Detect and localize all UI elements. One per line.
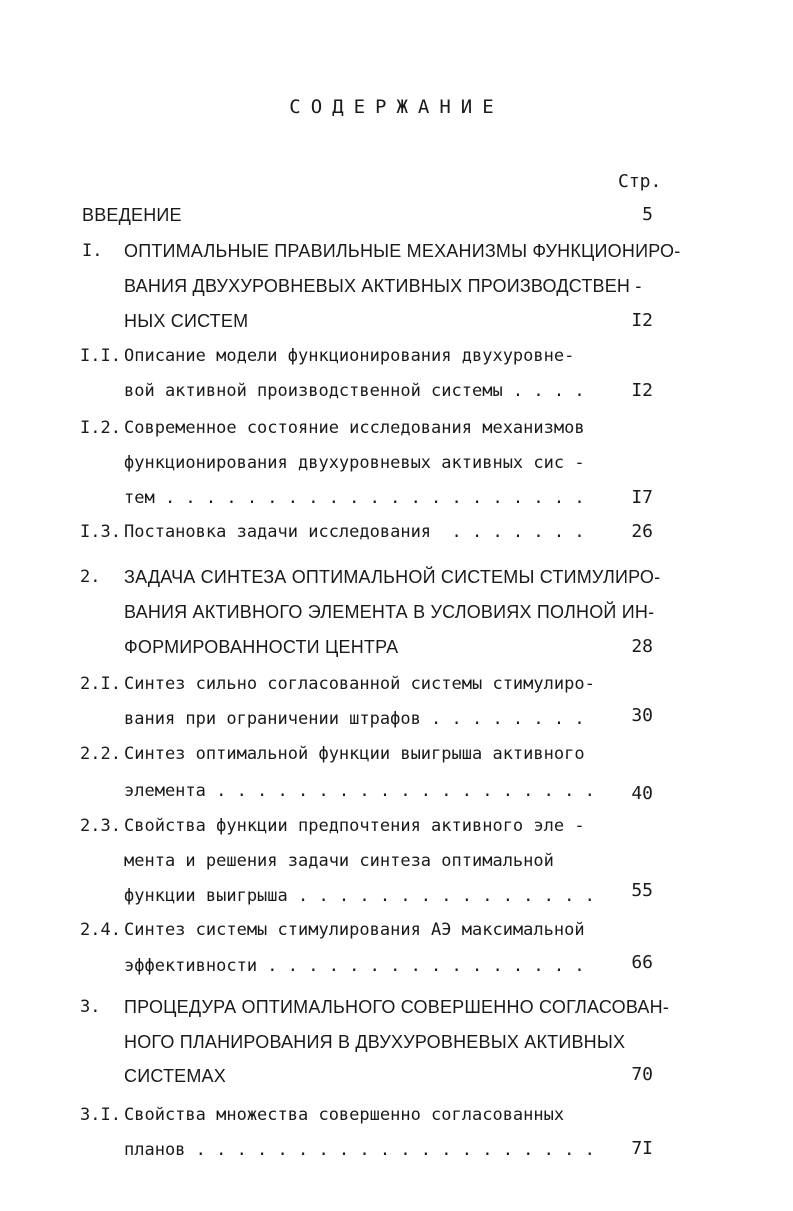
toc-entry-page: 7I xyxy=(631,1138,653,1159)
toc-entry-line: Синтез сильно согласованной системы стимулиро- xyxy=(124,674,595,694)
toc-entry-line: ПРОЦЕДУРА ОПТИМАЛЬНОГО СОВЕРШЕННО СОГЛАСОВАН- xyxy=(124,997,670,1017)
toc-entry-line: ОПТИМАЛЬНЫЕ ПРАВИЛЬНЫЕ МЕХАНИЗМЫ ФУНКЦИОНИРО- xyxy=(124,241,681,261)
toc-entry-page: 5 xyxy=(642,204,653,225)
toc-entry-line: функционирования двухуровневых активных сис - xyxy=(124,453,585,473)
toc-entry-line: Постановка задачи исследования . . . . . . . xyxy=(124,522,585,542)
toc-entry-line: ФОРМИРОВАННОСТИ ЦЕНТРА xyxy=(124,637,399,657)
toc-entry-line: НОГО ПЛАНИРОВАНИЯ В ДВУХУРОВНЕВЫХ АКТИВНЫХ xyxy=(124,1032,626,1052)
toc-entry-line: вания при ограничении штрафов . . . . . . . . xyxy=(124,709,585,729)
toc-entry-line: ЗАДАЧА СИНТЕЗА ОПТИМАЛЬНОЙ СИСТЕМЫ СТИМУЛИРО- xyxy=(124,567,661,587)
toc-entry-number: I.I. xyxy=(80,346,121,366)
toc-entry-number: 2.2. xyxy=(80,744,121,764)
toc-entry-line: эффективности . . . . . . . . . . . . . . . . xyxy=(124,956,585,976)
toc-entry-line: НЫХ СИСТЕМ xyxy=(124,311,249,331)
toc-entry-number: 3.I. xyxy=(80,1105,121,1125)
toc-entry-page: I2 xyxy=(631,380,653,401)
toc-entry-line: вой активной производственной системы . . . . xyxy=(124,381,585,401)
toc-entry-page: 28 xyxy=(631,636,653,657)
toc-entry-number: 2.4. xyxy=(80,920,121,940)
toc-entry-number: I. xyxy=(82,241,103,261)
toc-entry-line: тем . . . . . . . . . . . . . . . . . . . . . xyxy=(124,488,585,508)
toc-entry-line: функции выигрыша . . . . . . . . . . . . . . . xyxy=(124,886,595,906)
toc-entry-line: ВАНИЯ АКТИВНОГО ЭЛЕМЕНТА В УСЛОВИЯХ ПОЛНОЙ ИН- xyxy=(124,602,655,622)
toc-entry-page: I2 xyxy=(631,310,653,331)
toc-entry-page: 55 xyxy=(631,880,653,901)
toc-entry-page: 30 xyxy=(631,705,653,726)
toc-entry-line: Свойства функции предпочтения активного эле - xyxy=(124,816,585,836)
toc-entry-page: 70 xyxy=(631,1064,653,1085)
toc-entry-line: мента и решения задачи синтеза оптимальной xyxy=(124,851,554,871)
page-column-label: Стр. xyxy=(618,171,662,192)
toc-entry-page: 40 xyxy=(631,783,653,804)
toc-entry-line: Современное состояние исследования механизмов xyxy=(124,418,585,438)
toc-entry-line: Свойства множества совершенно согласованных xyxy=(124,1105,565,1125)
toc-entry-number: 2. xyxy=(80,567,101,587)
toc-entry-line: планов . . . . . . . . . . . . . . . . . . . . xyxy=(124,1140,595,1160)
toc-entry-line: СИСТЕМАХ xyxy=(124,1066,226,1086)
toc-entry-page: 66 xyxy=(631,952,653,973)
toc-entry-line: элемента . . . . . . . . . . . . . . . . . . . xyxy=(124,781,595,801)
toc-entry-line: ВАНИЯ ДВУХУРОВНЕВЫХ АКТИВНЫХ ПРОИЗВОДСТВЕН - xyxy=(124,276,642,296)
toc-entry-number: I.2. xyxy=(80,418,121,438)
toc-entry-line: Синтез системы стимулирования АЭ максимальной xyxy=(124,920,585,940)
page-title: СОДЕРЖАНИЕ xyxy=(289,96,504,118)
toc-entry-number: 2.3. xyxy=(80,816,121,836)
toc-entry-line: Описание модели функционирования двухуровне- xyxy=(124,346,575,366)
toc-entry-number: I.3. xyxy=(80,522,121,542)
toc-entry-page: I7 xyxy=(631,487,653,508)
toc-entry-number: 2.I. xyxy=(80,674,121,694)
toc-entry-page: 26 xyxy=(631,521,653,542)
toc-entry-number: 3. xyxy=(80,997,101,1017)
toc-entry-line: ВВЕДЕНИЕ xyxy=(82,205,182,225)
toc-entry-line: Синтез оптимальной функции выигрыша активного xyxy=(124,744,585,764)
